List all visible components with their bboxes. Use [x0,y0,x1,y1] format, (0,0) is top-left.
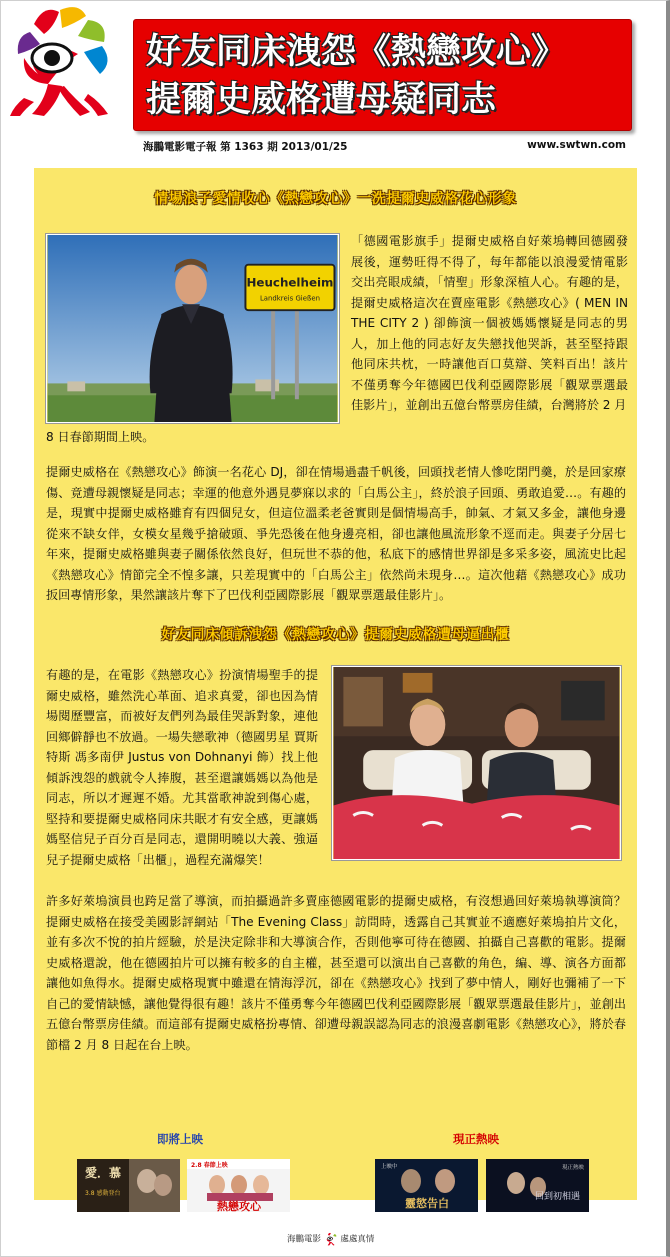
coming-soon-label: 即將上映 [157,1132,203,1146]
issue-info: 海鵬電影電子報 第 1363 期 2013/01/25 [143,141,348,153]
svg-text:愛．慕: 愛．慕 [85,1166,122,1180]
headline-line-2: 提爾史威格遭母疑同志 [146,80,497,120]
photo-two-men-in-bed [332,666,621,860]
website-link[interactable]: www.swtwn.com [527,139,626,151]
section-title-1: 情場浪子愛情收心《熱戀攻心》一洗提爾史威格花心形象 [154,191,517,207]
footer-brand [287,1232,374,1246]
svg-text:上映中: 上映中 [381,1164,398,1170]
sign-text: Heuchelheim [246,275,334,290]
poster-thumb-2[interactable] [187,1159,290,1212]
paragraph-3-left: 有趣的是，在電影《熱戀攻心》扮演情場聖手的提爾史威格，雖然洗心革面、追求真愛，卻也因為情場閱歷豐富，而被好友們列為最佳哭訴對象，連他回鄉僻靜也不放過。一場失戀歌神（德國男星 賈斯特斯 馮多南伊 Justus von Dohnanyi 飾）找上他傾訴洩怨的戲就令人捧腹，甚至還讓媽媽以為他是同志，所以才遲遲不婚。尤其當歌神說到傷心處，堅持和要提爾史威格同床共眠才有安全感，更讓媽媽堅信兒子百分百是同志，還開明曉以大義、強逼兒子提爾史威格「出櫃」，過程充滿爆笑！ [46,668,318,867]
section-title-2: 好友同床傾訴洩怨《熱戀攻心》提爾史威格遭母逼出櫃 [161,627,510,643]
now-showing-label: 現正熱映 [453,1132,499,1146]
svg-text:現正熱映: 現正熱映 [561,1165,584,1171]
photo-actor-town-sign [46,234,339,423]
poster-thumb-3[interactable] [375,1159,478,1212]
svg-text:靈慾告白: 靈慾告白 [405,1197,449,1210]
footer-logo-icon [324,1232,338,1246]
svg-text:熱戀攻心: 熱戀攻心 [217,1200,261,1212]
paragraph-4: 許多好萊塢演員也跨足當了導演，而拍攝過許多賣座德國電影的提爾史威格，有沒想過回好萊塢執導演筒？提爾史威格在接受美國影評網站「The Evening Class」訪問時，透露自己其實並不適應好萊塢拍片文化，並有多次不悅的拍片經驗，於是決定除非和大導演合作，否則他寧可待在德國、拍攝自己喜歡的電影。提爾史威格還說，他在德國拍片可以擁有較多的自主權，甚至還可以演出自己喜歡的角色，編、導、演各方面都讓他如魚得水。提爾史威格現實中雖還在情海浮沉，卻在《熱戀攻心》找到了夢中情人，剛好也彌補了一下自己的愛情缺憾，讓他覺得很有趣！該片不僅勇奪今年德國巴伐利亞國際影展「觀眾票選最佳影片」，並創出五億台幣票房佳績。而這部有提爾史威格扮專情、卻遭母親誤認為同志的浪漫喜劇電影《熱戀攻心》，將於春節檔 2 月 8 日起在台上映。 [46,894,626,1052]
sign-subtext: Landkreis Gießen [259,294,320,303]
svg-text:2.8 春節上映: 2.8 春節上映 [191,1162,228,1169]
footer-brand-left: 海鵬電影 [287,1234,322,1245]
headline-box [133,19,632,131]
headline-line-1: 好友同床洩怨《熱戀攻心》 [146,32,567,72]
article-body [34,168,637,1200]
footer-brand-right: 處處真情 [340,1234,375,1245]
paragraph-1-right: 「德國電影旗手」提爾史威格自好萊塢轉回德國發展後，運勢旺得不得了，每年都能以浪漫愛情電影交出亮眼成績，「情聖」形象深植人心。有趣的是，提爾史威格這次在賣座電影《熱戀攻心》( MEN IN THE CITY 2 ) 卻飾演一個被媽媽懷疑是同志的男人，加上他的同志好友失戀找他哭訴，甚至堅持跟他同床共枕，一時讓他百口莫辯、笑料百出！該片不僅勇奪今年德國巴伐利亞國際影展「觀眾票選最佳影片」，並創出五億台幣票房佳績，台灣將於 2 月 [351,234,628,412]
paragraph-2: 提爾史威格在《熱戀攻心》飾演一名花心 DJ，卻在情場過盡千帆後，回頭找老情人慘吃閉門羹，於是回家療傷、竟遭母親懷疑是同志；幸運的他意外遇見夢寐以求的「白馬公主」，終於浪子回頭、勇敢追愛…。有趣的是，現實中提爾史威格雖育有四個兒女，但這位溫柔老爸實則是個情場高手，帥氣、才氣又多金，讓他身邊從來不缺女伴，女模女星幾乎搶破頭、爭先恐後在他身邊亮相，卻也讓他風流形象不逕而走。與妻子分居七年來，提爾史威格雖與妻子關係依然良好，但玩世不恭的他，私底下的感情世界卻是多采多姿，風流史比起《熱戀攻心》情節完全不惶多讓，只差現實中的「白馬公主」依然尚未現身…。這次他藉《熱戀攻心》成功扳回專情形象，果然讓該片奪下了巴伐利亞國際影展「觀眾票選最佳影片」。 [46,465,626,602]
poster-thumb-1[interactable] [77,1159,180,1212]
svg-text:3.8 感動登台: 3.8 感動登台 [85,1190,121,1197]
haipeng-logo-icon [4,2,116,120]
svg-text:回到初相遇: 回到初相遇 [534,1192,580,1202]
paragraph-1-tail: 8 日春節期間上映。 [46,430,155,444]
poster-thumb-4[interactable] [486,1159,589,1212]
